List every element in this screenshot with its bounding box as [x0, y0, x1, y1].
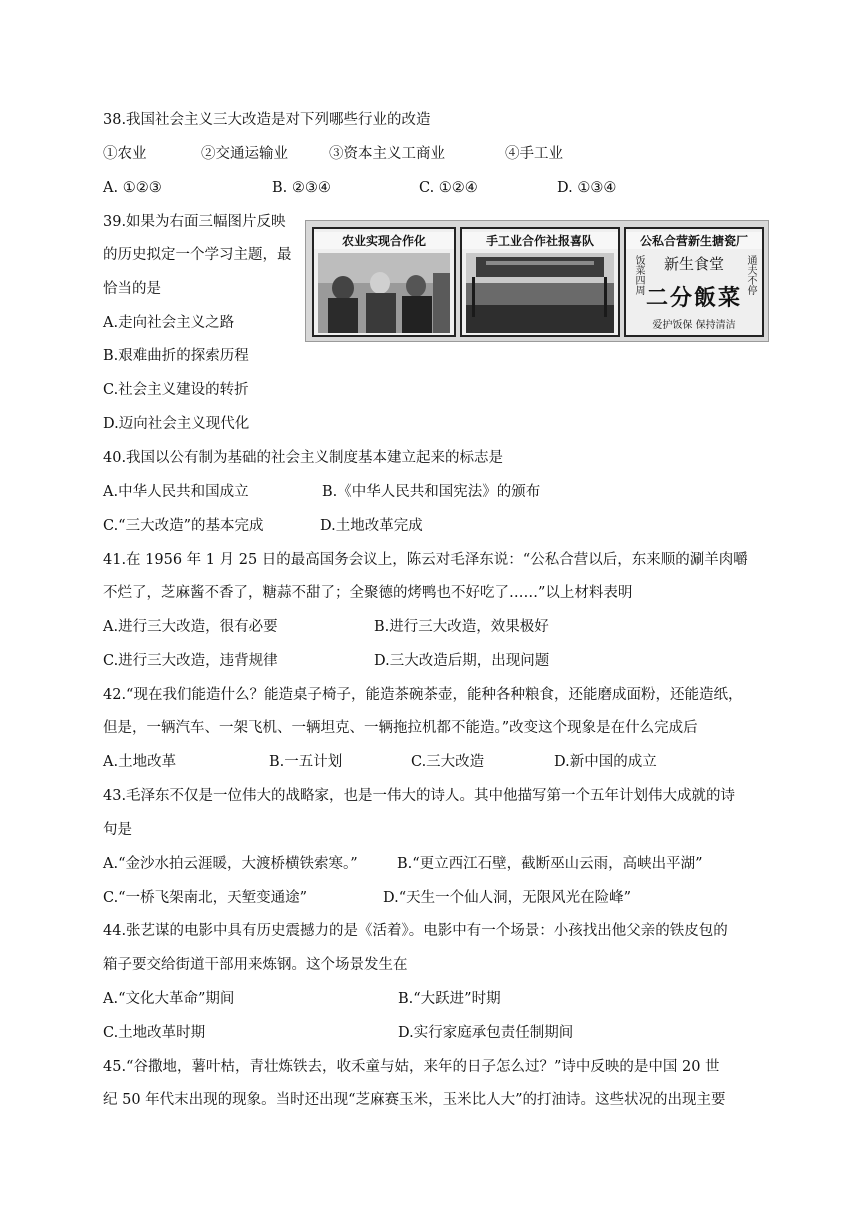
q44-option-c: C.土地改革时期 — [103, 1025, 206, 1041]
q40-option-a: A.中华人民共和国成立 — [103, 484, 249, 500]
q38-item-4: ④手工业 — [505, 146, 563, 162]
q38-item-2: ②交通运输业 — [201, 146, 288, 162]
q39-option-a: A.走向社会主义之路 — [103, 315, 235, 331]
q38-option-d: D. ①③④ — [557, 180, 617, 196]
q41-stem-line-2: 不烂了，芝麻酱不香了，糖蒜不甜了；全聚德的烤鸭也不好吃了……”以上材料表明 — [103, 585, 633, 601]
q43-stem-line-1: 43.毛泽东不仅是一位伟大的战略家，也是一伟大的诗人。其中他描写第一个五年计划伟大成就的诗 — [103, 788, 736, 804]
q43-option-c: C.“一桥飞架南北，天堑变通途” — [103, 890, 308, 906]
q40-stem: 40.我国以公有制为基础的社会主义制度基本建立起来的标志是 — [103, 450, 504, 466]
q41-stem-line-1: 41.在 1956 年 1 月 25 日的最高国务会议上，陈云对毛泽东说：“公私合营以后，东来顺的涮羊肉嚼 — [103, 552, 748, 568]
farm-cooperative-photo — [312, 227, 456, 337]
q38-option-a: A. ①②③ — [103, 180, 162, 196]
q38-option-c: C. ①②④ — [419, 180, 478, 196]
q39-stem-line-3: 恰当的是 — [103, 281, 161, 297]
q38-item-3: ③资本主义工商业 — [329, 146, 445, 162]
handicraft-cooperative-photo — [460, 227, 620, 337]
q38-stem: 38.我国社会主义三大改造是对下列哪些行业的改造 — [103, 112, 431, 128]
q45-stem-line-2: 纪 50 年代末出现的现象。当时还出现“芝麻赛玉米，玉米比人大”的打油诗。这些状况的出现主要 — [103, 1092, 726, 1108]
canteen-side-left: 饭菜四周 — [633, 255, 644, 295]
q40-option-b: B.《中华人民共和国宪法》的颁布 — [322, 484, 541, 500]
parade-scene-image — [466, 253, 614, 333]
q42-option-a: A.土地改革 — [103, 754, 177, 770]
q42-stem-line-2: 但是，一辆汽车、一架飞机、一辆坦克、一辆拖拉机都不能造。”改变这个现象是在什么完成后 — [103, 720, 698, 736]
q42-stem-line-1: 42.“现在我们能造什么？能造桌子椅子，能造茶碗茶壶，能种各种粮食，还能磨成面粉，还能造纸， — [103, 687, 743, 703]
q38-option-b: B. ②③④ — [272, 180, 331, 196]
q43-option-d: D.“天生一个仙人洞，无限风光在险峰” — [383, 890, 632, 906]
q40-option-d: D.土地改革完成 — [320, 518, 423, 534]
q41-option-d: D.三大改造后期，出现问题 — [374, 653, 550, 669]
q44-stem-line-1: 44.张艺谋的电影中具有历史震撼力的是《活着》。电影中有一个场景：小孩找出他父亲的铁皮包的 — [103, 923, 728, 939]
panel-2-caption: 手工业合作社报喜队 — [462, 232, 618, 249]
canteen-side-right: 通夫不停 — [745, 255, 756, 295]
q41-option-b: B.进行三大改造，效果极好 — [374, 619, 549, 635]
canteen-name: 新生食堂 — [663, 255, 724, 273]
q41-option-a: A.进行三大改造，很有必要 — [103, 619, 278, 635]
q39-option-d: D.迈向社会主义现代化 — [103, 416, 250, 432]
q44-option-d: D.实行家庭承包责任制期间 — [398, 1025, 574, 1041]
q39-stem-line-1: 39.如果为右面三幅图片反映 — [103, 214, 286, 230]
canteen-slogan: 二分飯菜 — [645, 285, 742, 311]
panel-1-caption: 农业实现合作化 — [314, 232, 454, 249]
crowd-scene-image — [318, 253, 450, 333]
q39-stem-line-2: 的历史拟定一个学习主题，最 — [103, 247, 292, 263]
panel-3-caption: 公私合营新生搪瓷厂 — [626, 232, 762, 249]
q44-option-a: A.“文化大革命”期间 — [103, 991, 235, 1007]
q38-item-1: ①农业 — [103, 146, 147, 162]
q39-option-c: C.社会主义建设的转折 — [103, 382, 249, 398]
q42-option-d: D.新中国的成立 — [554, 754, 657, 770]
canteen-footer: 爱护饭保 保持清洁 — [652, 320, 736, 331]
q42-option-c: C.三大改造 — [411, 754, 485, 770]
q44-stem-line-2: 箱子要交给街道干部用来炼钢。这个场景发生在 — [103, 957, 408, 973]
q45-stem-line-1: 45.“谷撒地，薯叶枯，青壮炼铁去，收禾童与姑，来年的日子怎么过？”诗中反映的是中国 20 世 — [103, 1059, 720, 1075]
q43-option-a: A.“金沙水拍云涯暖，大渡桥横铁索寒。” — [103, 856, 358, 872]
q41-option-c: C.进行三大改造，违背规律 — [103, 653, 278, 669]
q43-stem-line-2: 句是 — [103, 822, 132, 838]
q39-option-b: B.艰难曲折的探索历程 — [103, 348, 249, 364]
joint-enterprise-sign — [624, 227, 764, 337]
q40-option-c: C.“三大改造”的基本完成 — [103, 518, 264, 534]
q43-option-b: B.“更立西江石壁，截断巫山云雨，高峡出平湖” — [397, 856, 703, 872]
q44-option-b: B.“大跃进”时期 — [398, 991, 501, 1007]
q42-option-b: B.一五计划 — [269, 754, 343, 770]
q39-figure — [305, 220, 769, 342]
